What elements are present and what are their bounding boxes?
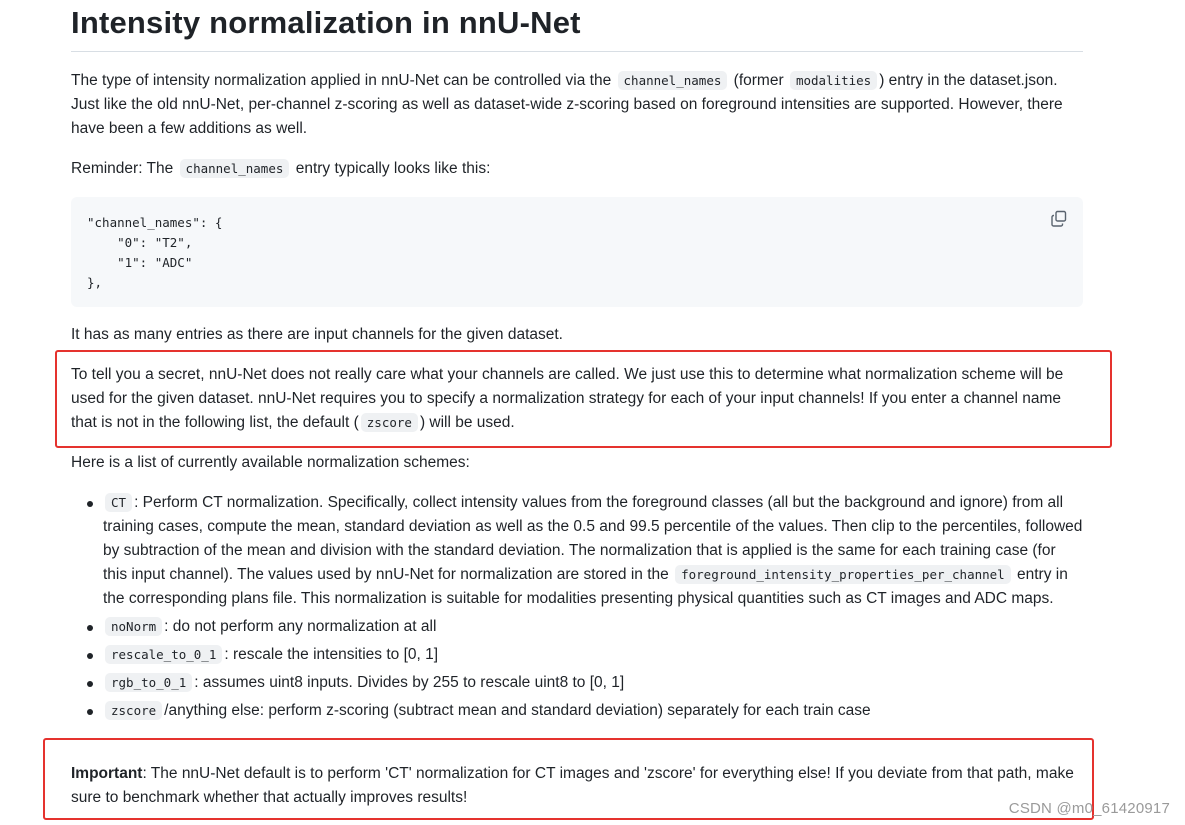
list-item-rescale [103,643,1083,667]
inline-code-zscore: zscore [361,413,418,432]
code-block-text[interactable]: "channel_names": { "0": "T2", "1": "ADC" }, [87,215,223,290]
important-label: Important [71,765,143,782]
inline-code-zscore-2: zscore [105,701,162,720]
inline-code-nonorm: noNorm [105,617,162,636]
page-title: Intensity normalization in nnU-Net [71,0,1083,52]
crop-mask [0,741,1185,761]
inline-code-rgb: rgb_to_0_1 [105,673,192,692]
scheme-list [71,491,1083,723]
zscore-text: /anything else: perform z-scoring (subtract mean and standard deviation) separately for each train case [164,702,871,719]
inline-code-channel-names-2: channel_names [180,159,290,178]
list-intro-paragraph: Here is a list of currently available normalization schemes: [71,454,470,471]
rescale-text: : rescale the intensities to [0, 1] [224,646,439,663]
rgb-text: : assumes uint8 inputs. Divides by 255 to rescale uint8 to [0, 1] [194,674,625,691]
ct-text-1: : Perform CT normalization. Specifically, collect intensity values from the foreground classes (all but the background and ignore) from all training cases, compute the mean, standard deviation as well as the 0.5 and 99.5 percentile of the values. Then clip to the percentiles, followed by subtraction of the mean and division with the standard deviation. The normalization that is applied is the same for each training case (for this input channel). The values used by nnU-Net for normalization are stored in the [103,494,1083,583]
reminder-paragraph [71,157,1083,181]
intro-text-1: The type of intensity normalization applied in nnU-Net can be controlled via the [71,72,616,89]
secret-paragraph [71,363,1083,435]
inline-code-ct: CT [105,493,132,512]
list-item-rgb [103,671,1083,695]
reminder-text-1: Reminder: The [71,160,178,177]
inline-code-foreground-props: foreground_intensity_properties_per_channel [675,565,1011,584]
inline-code-channel-names: channel_names [618,71,728,90]
markdown-body [71,0,1083,727]
important-text: : The nnU-Net default is to perform 'CT' normalization for CT images and 'zscore' for everything else! If you deviate from that path, make sure to benchmark whether that actually improves results! [71,765,1074,806]
reminder-text-2: entry typically looks like this: [291,160,491,177]
watermark: CSDN @m0_61420917 [1008,800,1170,817]
after-code-paragraph: It has as many entries as there are input channels for the given dataset. [71,326,563,343]
ct-text-2: entry in the corresponding plans file. This normalization is suitable for modalities presenting physical quantities such as CT images and ADC maps. [103,566,1068,607]
list-item-ct [103,491,1083,611]
code-block [71,197,1083,307]
list-item-nonorm [103,615,1083,639]
inline-code-rescale: rescale_to_0_1 [105,645,222,664]
intro-text-3: ) entry in the dataset.json. Just like the old nnU-Net, per-channel z-scoring as well as dataset-wide z-scoring based on foreground intensities are supported. However, there have been a few additions as well. [71,72,1063,137]
nonorm-text: : do not perform any normalization at all [164,618,437,635]
intro-paragraph [71,69,1083,141]
secret-text-1: To tell you a secret, nnU-Net does not really care what your channels are called. We just use this to determine what normalization scheme will be used for the given dataset. nnU-Net requires you to specify a normalization strategy for each of your input channels! If you enter a channel name that is not in the following list, the default ( [71,366,1064,431]
inline-code-modalities: modalities [790,71,877,90]
important-paragraph [71,762,1083,810]
intro-text-2: (former [729,72,788,89]
secret-text-2: ) will be used. [419,414,515,431]
copy-icon[interactable] [1049,209,1069,229]
list-item-zscore [103,699,1083,723]
